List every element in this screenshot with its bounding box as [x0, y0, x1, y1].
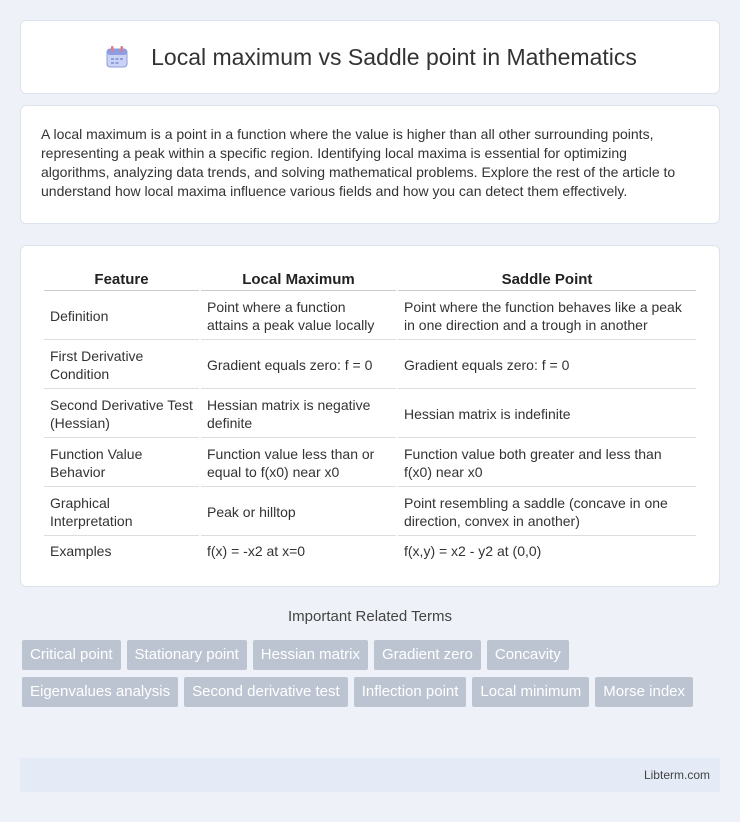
- related-term-tag[interactable]: Inflection point: [354, 677, 467, 707]
- table-row: [44, 342, 696, 389]
- table-cell: Examples: [50, 543, 112, 559]
- table-cell: First Derivative Condition: [44, 342, 199, 389]
- related-term-tag[interactable]: Critical point: [22, 640, 121, 670]
- footer: [20, 758, 720, 792]
- table-cell: Second Derivative Test (Hessian): [44, 391, 199, 438]
- table-row: [44, 440, 696, 487]
- table-cell: Point where a function attains a peak value locally: [201, 293, 396, 340]
- table-cell: Definition: [44, 293, 199, 340]
- related-term-tag[interactable]: Hessian matrix: [253, 640, 368, 670]
- table-cell: Gradient equals zero: f = 0: [201, 342, 396, 389]
- table-row: [44, 391, 696, 438]
- related-term-tag[interactable]: Concavity: [487, 640, 569, 670]
- table-cell: Function value less than or equal to f(x0) near x0: [201, 440, 396, 487]
- related-term-tag[interactable]: Stationary point: [127, 640, 247, 670]
- table-cell: f(x,y) = x2 - y2 at (0,0): [404, 543, 542, 559]
- footer-site-link[interactable]: Libterm.com: [643, 768, 710, 782]
- related-terms-list: [22, 640, 722, 714]
- column-header: Feature: [44, 268, 199, 291]
- header-card: [20, 20, 720, 94]
- related-term-tag[interactable]: Morse index: [595, 677, 693, 707]
- related-terms-title: Important Related Terms: [288, 608, 452, 625]
- table-header-row: [44, 268, 696, 291]
- table-row: [44, 489, 696, 536]
- comparison-table: [42, 266, 698, 566]
- table-cell: Peak or hilltop: [201, 489, 396, 536]
- column-header: Local Maximum: [201, 268, 396, 291]
- table-row: [44, 293, 696, 340]
- related-term-tag[interactable]: Local minimum: [472, 677, 589, 707]
- related-term-tag[interactable]: Eigenvalues analysis: [22, 677, 178, 707]
- table-cell: Gradient equals zero: f = 0: [398, 342, 696, 389]
- intro-text: A local maximum is a point in a function where the value is higher than all other surrounding points, representing a peak within a specific region. Identifying local maxima is essential for optimizing algorithms, analyzing data trends, and solving mathematical problems. Explore the rest of the article to understand how local maxima influence various fields and how you can detect them effectively.: [41, 126, 676, 199]
- table-cell: Function Value Behavior: [44, 440, 199, 487]
- intro-card: [20, 105, 720, 224]
- table-cell: Point where the function behaves like a peak in one direction and a trough in another: [398, 293, 696, 340]
- calendar-icon: [103, 43, 131, 71]
- related-term-tag[interactable]: Second derivative test: [184, 677, 348, 707]
- table-row: [44, 538, 696, 564]
- table-cell: Hessian matrix is indefinite: [398, 391, 696, 438]
- table-cell: Graphical Interpretation: [44, 489, 199, 536]
- comparison-table-card: [20, 245, 720, 587]
- table-cell: Point resembling a saddle (concave in one direction, convex in another): [398, 489, 696, 536]
- related-term-tag[interactable]: Gradient zero: [374, 640, 481, 670]
- column-header: Saddle Point: [398, 268, 696, 291]
- table-cell: Hessian matrix is negative definite: [201, 391, 396, 438]
- page-title: Local maximum vs Saddle point in Mathematics: [151, 43, 637, 70]
- table-cell: Function value both greater and less than f(x0) near x0: [398, 440, 696, 487]
- table-cell: f(x) = -x2 at x=0: [207, 543, 306, 559]
